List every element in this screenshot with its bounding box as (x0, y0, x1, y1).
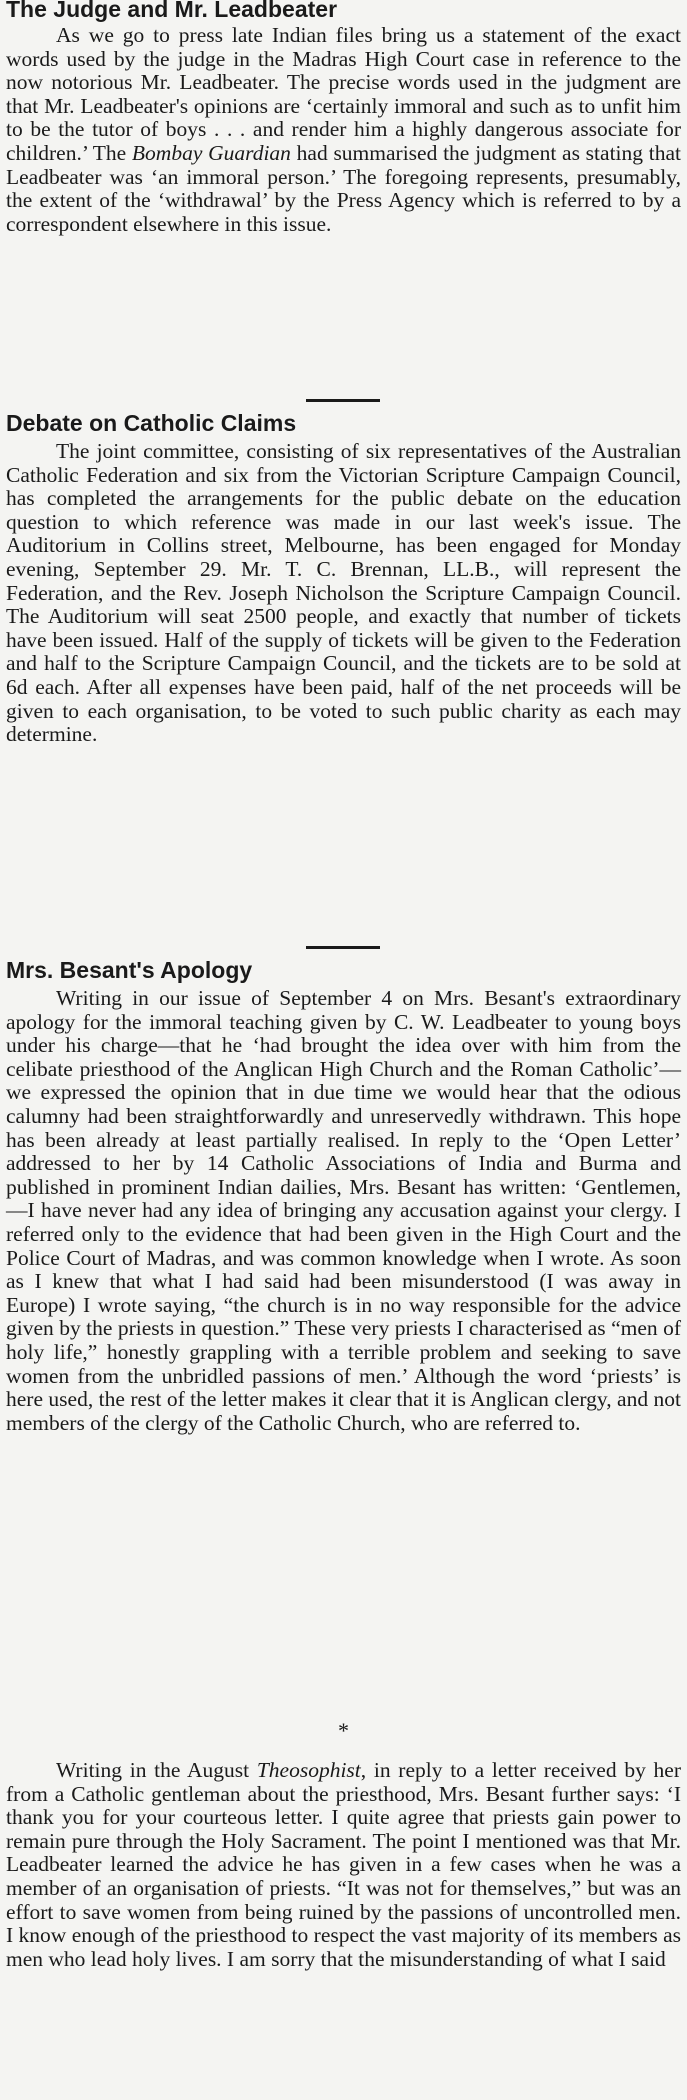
article-besant-apology (6, 957, 681, 1435)
article-paragraph: As we go to press late Indian files bring us a statement of the exact words used by the judge in the Madras High Court case in reference to the now notorious Mr. Leadbeater. The precise words used in the judgment are that Mr. Leadbeater's opinions are ‘certainly immoral and such as to unfit him to be the tutor of boys . . . and render him a highly dangerous associate for children.’ The Bombay Guardian had summarised the judgment as stating that Leadbeater was ‘an immoral person.’ The foregoing represents, presumably, the extent of the ‘withdrawal’ by the Press Agency which is referred to by a correspondent elsewhere in this issue. (6, 23, 681, 236)
article-body (6, 24, 681, 236)
article-heading: The Judge and Mr. Leadbeater (6, 0, 338, 22)
article-paragraph: Writing in our issue of September 4 on Mrs. Besant's extraordinary apology for the immoral teaching given by C. W. Leadbeater to young boys under his charge—that he ‘had brought the idea over with him from the celibate priesthood of the Anglican High Church and the Roman Catholic’—we expressed the opinion that in due time we would hear that the odious calumny had been straightforwardly and unreservedly withdrawn. This hope has been already at least partially realised. In reply to the ‘Open Letter’ addressed to her by 14 Catholic Associations of India and Burma and published in prominent Indian dailies, Mrs. Besant has written: ‘Gentlemen,—I have never had any idea of bringing any accusation against your clergy. I referred only to the evidence that had been given in the High Court and the Police Court of Madras, and was common knowledge when I wrote. As soon as I knew that what I had said had been misunderstood (I was away in Europe) I wrote saying, “the church is in no way responsible for the advice given by the priests in question.” These very priests I characterised as “men of holy life,” honestly grappling with a terrible problem and seeking to save women from the unbridled passions of men.’ Although the word ‘priests’ is here used, the rest of the letter makes it clear that it is Anglican clergy, and not members of the clergy of the Catholic Church, who are referred to. (6, 986, 681, 1435)
article-besant-apology-continued (6, 1759, 681, 1971)
article-debate-catholic-claims (6, 410, 681, 747)
article-body (6, 440, 681, 747)
article-heading: Mrs. Besant's Apology (6, 957, 253, 983)
article-paragraph: The joint committee, consisting of six representatives of the Australian Catholic Federation and six from the Victorian Scripture Campaign Council, has completed the arrangements for the public debate on the education question to which reference was made in our last week's issue. The Auditorium in Collins street, Melbourne, has been engaged for Monday evening, September 29. Mr. T. C. Brennan, LL.B., will represent the Federation, and the Rev. Joseph Nicholson the Scripture Campaign Council. The Auditorium will seat 2500 people, and exactly that number of tickets have been issued. Half of the supply of tickets will be given to the Federation and half to the Scripture Campaign Council, and the tickets are to be sold at 6d each. After all expenses have been paid, half of the net proceeds will be given to each organisation, to be voted to such public charity as each may determine. (6, 439, 681, 747)
article-paragraph: Writing in the August Theosophist, in reply to a letter received by her from a Catholic gentleman about the priesthood, Mrs. Besant further says: ‘I thank you for your courteous letter. I quite agree that priests gain power to remain pure through the Holy Sacrament. The point I mentioned was that Mr. Leadbeater learned the advice he has given in a few cases when he was a member of an organisation of priests. “It was not for themselves,” but was an effort to save women from being ruined by the passions of uncontrolled men. I know enough of the priesthood to respect the vast majority of its members as men who lead holy lives. I am sorry that the misunderstanding of what I said (6, 1758, 681, 1971)
article-body (6, 987, 681, 1435)
section-divider (306, 946, 380, 949)
section-divider (306, 399, 380, 402)
article-body (6, 1759, 681, 1971)
article-judge-leadbeater (6, 0, 681, 236)
article-heading: Debate on Catholic Claims (6, 410, 297, 436)
section-separator-asterisk: * (338, 1718, 349, 1743)
